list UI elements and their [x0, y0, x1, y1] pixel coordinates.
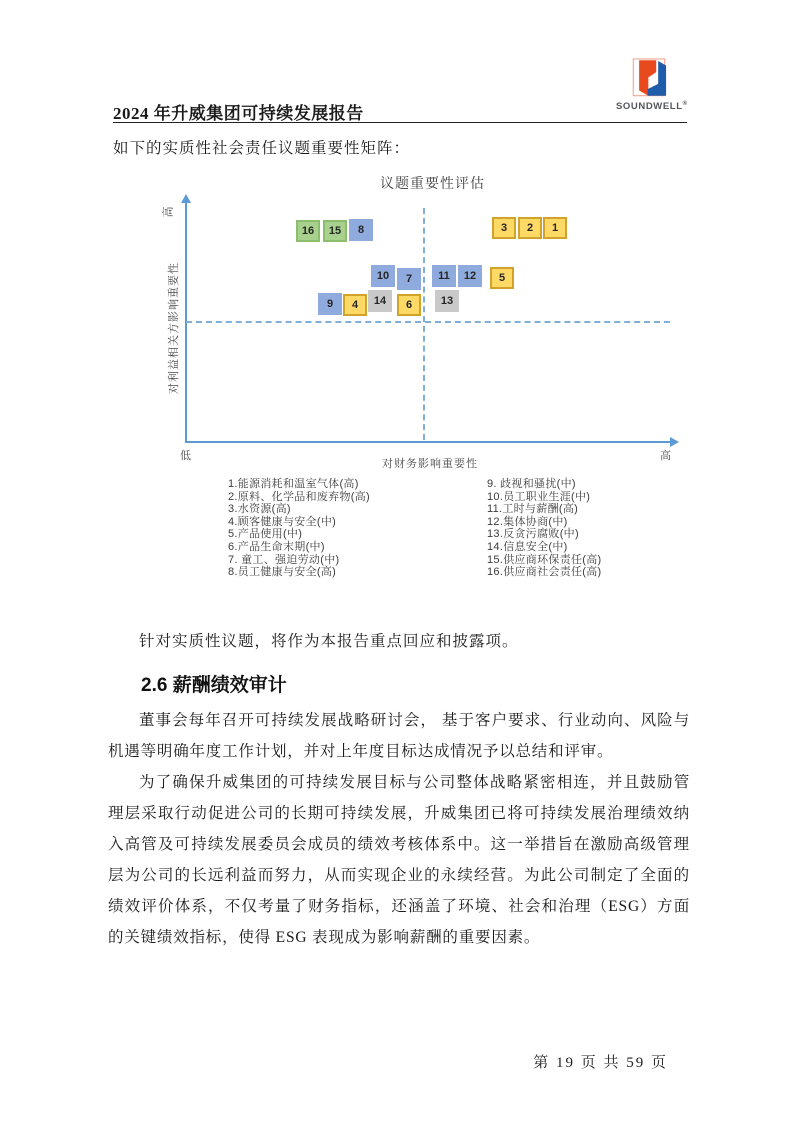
materiality-chart	[110, 170, 710, 595]
horizontal-divider-dash	[186, 321, 670, 323]
matrix-box-7: 7	[397, 268, 421, 290]
page-number: 第 19 页 共 59 页	[533, 1055, 668, 1071]
matrix-box-15: 15	[323, 220, 347, 242]
legend-item: 13.反贪污腐败(中)	[487, 528, 579, 541]
legend-left	[228, 478, 370, 579]
legend-item: 12.集体协商(中)	[487, 515, 568, 528]
y-axis-high-label: 高	[162, 206, 175, 218]
legend-item: 10.员工职业生涯(中)	[487, 490, 591, 503]
matrix-box-10: 10	[371, 265, 395, 287]
x-axis-low-label: 低	[180, 450, 191, 462]
legend-item: 16.供应商社会责任(高)	[487, 566, 602, 579]
after-chart-text: 针对实质性议题，将作为本报告重点回应和披露项。	[139, 633, 519, 650]
legend-item: 14.信息安全(中)	[487, 540, 568, 553]
legend-item: 3.水资源(高)	[228, 503, 291, 516]
section-heading: 2.6 薪酬绩效审计	[141, 675, 287, 696]
legend-item: 15.供应商环保责任(高)	[487, 553, 602, 566]
legend-item: 1.能源消耗和温室气体(高)	[228, 478, 359, 490]
vertical-divider-dash	[423, 208, 425, 440]
x-axis-title: 对财务影响重要性	[382, 458, 478, 470]
legend-item: 9. 歧视和骚扰(中)	[487, 478, 576, 490]
brand-logo	[616, 55, 688, 113]
paragraph: 为了确保升威集团的可持续发展目标与公司整体战略紧密相连，并且鼓励管理层采取行动促进公司的长期可持续发展，升威集团已将可持续发展治理绩效纳入高管及可持续发展委员会成员的绩效考核体系中。这一举措旨在激励高级管理层为公司的长远利益而努力，从而实现企业的永续经营。为此公司制定了全面的绩效评价体系，不仅考量了财务指标，还涵盖了环境、社会和治理（ESG）方面的关键绩效指标，使得 ESG 表现成为影响薪酬的重要因素。	[108, 774, 690, 946]
intro-text: 如下的实质性社会责任议题重要性矩阵：	[113, 140, 411, 157]
paragraph: 董事会每年召开可持续发展战略研讨会， 基于客户要求、行业动向、风险与机遇等明确年度工作计划，并对上年度目标达成情况予以总结和评审。	[108, 712, 690, 760]
matrix-box-14: 14	[368, 290, 392, 312]
y-axis-title: 对利益相关方影响重要性	[168, 262, 180, 394]
header-rule	[113, 122, 687, 123]
matrix-box-16: 16	[296, 220, 320, 242]
logo-wordmark: SOUNDWELL®	[616, 101, 688, 113]
legend-item: 5.产品使用(中)	[228, 528, 303, 541]
x-axis	[185, 441, 672, 443]
legend-item: 4.顾客健康与安全(中)	[228, 515, 337, 528]
report-title: 2024 年升威集团可持续发展报告	[113, 104, 364, 123]
y-axis-arrow-icon	[181, 194, 191, 203]
legend-item: 8.员工健康与安全(高)	[228, 566, 337, 579]
legend-item: 2.原料、化学品和废弃物(高)	[228, 490, 370, 503]
x-axis-high-label: 高	[660, 450, 671, 462]
registered-mark: ®	[682, 101, 688, 107]
legend-item: 6.产品生命末期(中)	[228, 540, 325, 553]
body-paragraphs	[108, 705, 690, 953]
matrix-box-1: 1	[543, 217, 567, 239]
soundwell-logo-icon	[628, 55, 670, 101]
matrix-box-11: 11	[432, 265, 456, 287]
matrix-box-5: 5	[490, 267, 514, 289]
legend-right	[487, 478, 602, 579]
chart-title: 议题重要性评估	[380, 175, 485, 191]
matrix-box-9: 9	[318, 293, 342, 315]
matrix-box-12: 12	[458, 265, 482, 287]
matrix-box-4: 4	[343, 294, 367, 316]
x-axis-arrow-icon	[670, 437, 679, 447]
matrix-box-13: 13	[435, 290, 459, 312]
matrix-box-3: 3	[492, 217, 516, 239]
matrix-box-8: 8	[349, 219, 373, 241]
matrix-box-6: 6	[397, 294, 421, 316]
legend-item: 7. 童工、强迫劳动(中)	[228, 553, 340, 566]
legend-item: 11.工时与薪酬(高)	[487, 503, 579, 516]
matrix-box-2: 2	[518, 217, 542, 239]
